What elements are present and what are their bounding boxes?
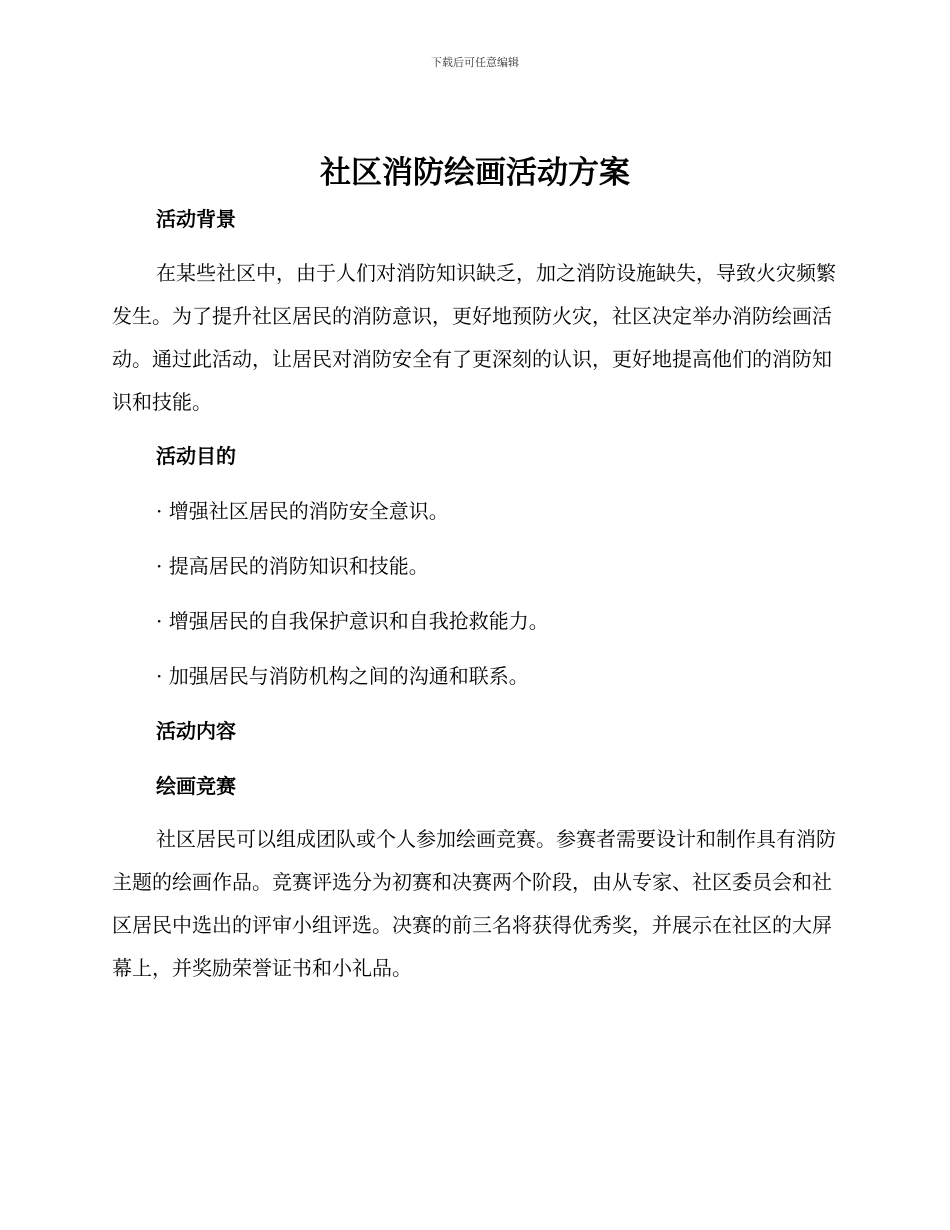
purpose-list-item: · 提高居民的消防知识和技能。 (156, 554, 429, 578)
paragraph-background: 在某些社区中，由于人们对消防知识缺乏，加之消防设施缺失，导致火灾频繁发生。为了提升社区居民的消防意识，更好地预防火灾，社区决定举办消防绘画活动。通过此活动，让居民对消防安全有了更深刻的认识，更好地提高他们的消防知识和技能。 (112, 261, 836, 414)
purpose-list-item: · 加强居民与消防机构之间的沟通和联系。 (156, 664, 529, 688)
section-heading-purpose: 活动目的 (156, 444, 236, 468)
purpose-list-item: · 增强居民的自我保护意识和自我抢救能力。 (156, 609, 549, 633)
page-header-note: 下载后可任意编辑 (431, 56, 519, 69)
section-heading-content: 活动内容 (156, 719, 236, 743)
paragraph-contest: 社区居民可以组成团队或个人参加绘画竞赛。参赛者需要设计和制作具有消防主题的绘画作品。竞赛评选分为初赛和决赛两个阶段，由从专家、社区委员会和社区居民中选出的评审小组评选。决赛的前三名将获得优秀奖，并展示在社区的大屏幕上，并奖励荣誉证书和小礼品。 (112, 827, 836, 980)
purpose-list-item: · 增强社区居民的消防安全意识。 (156, 499, 449, 523)
section-heading-background: 活动背景 (156, 207, 236, 231)
section-heading-contest: 绘画竞赛 (156, 774, 236, 798)
document-title: 社区消防绘画活动方案 (320, 155, 630, 191)
